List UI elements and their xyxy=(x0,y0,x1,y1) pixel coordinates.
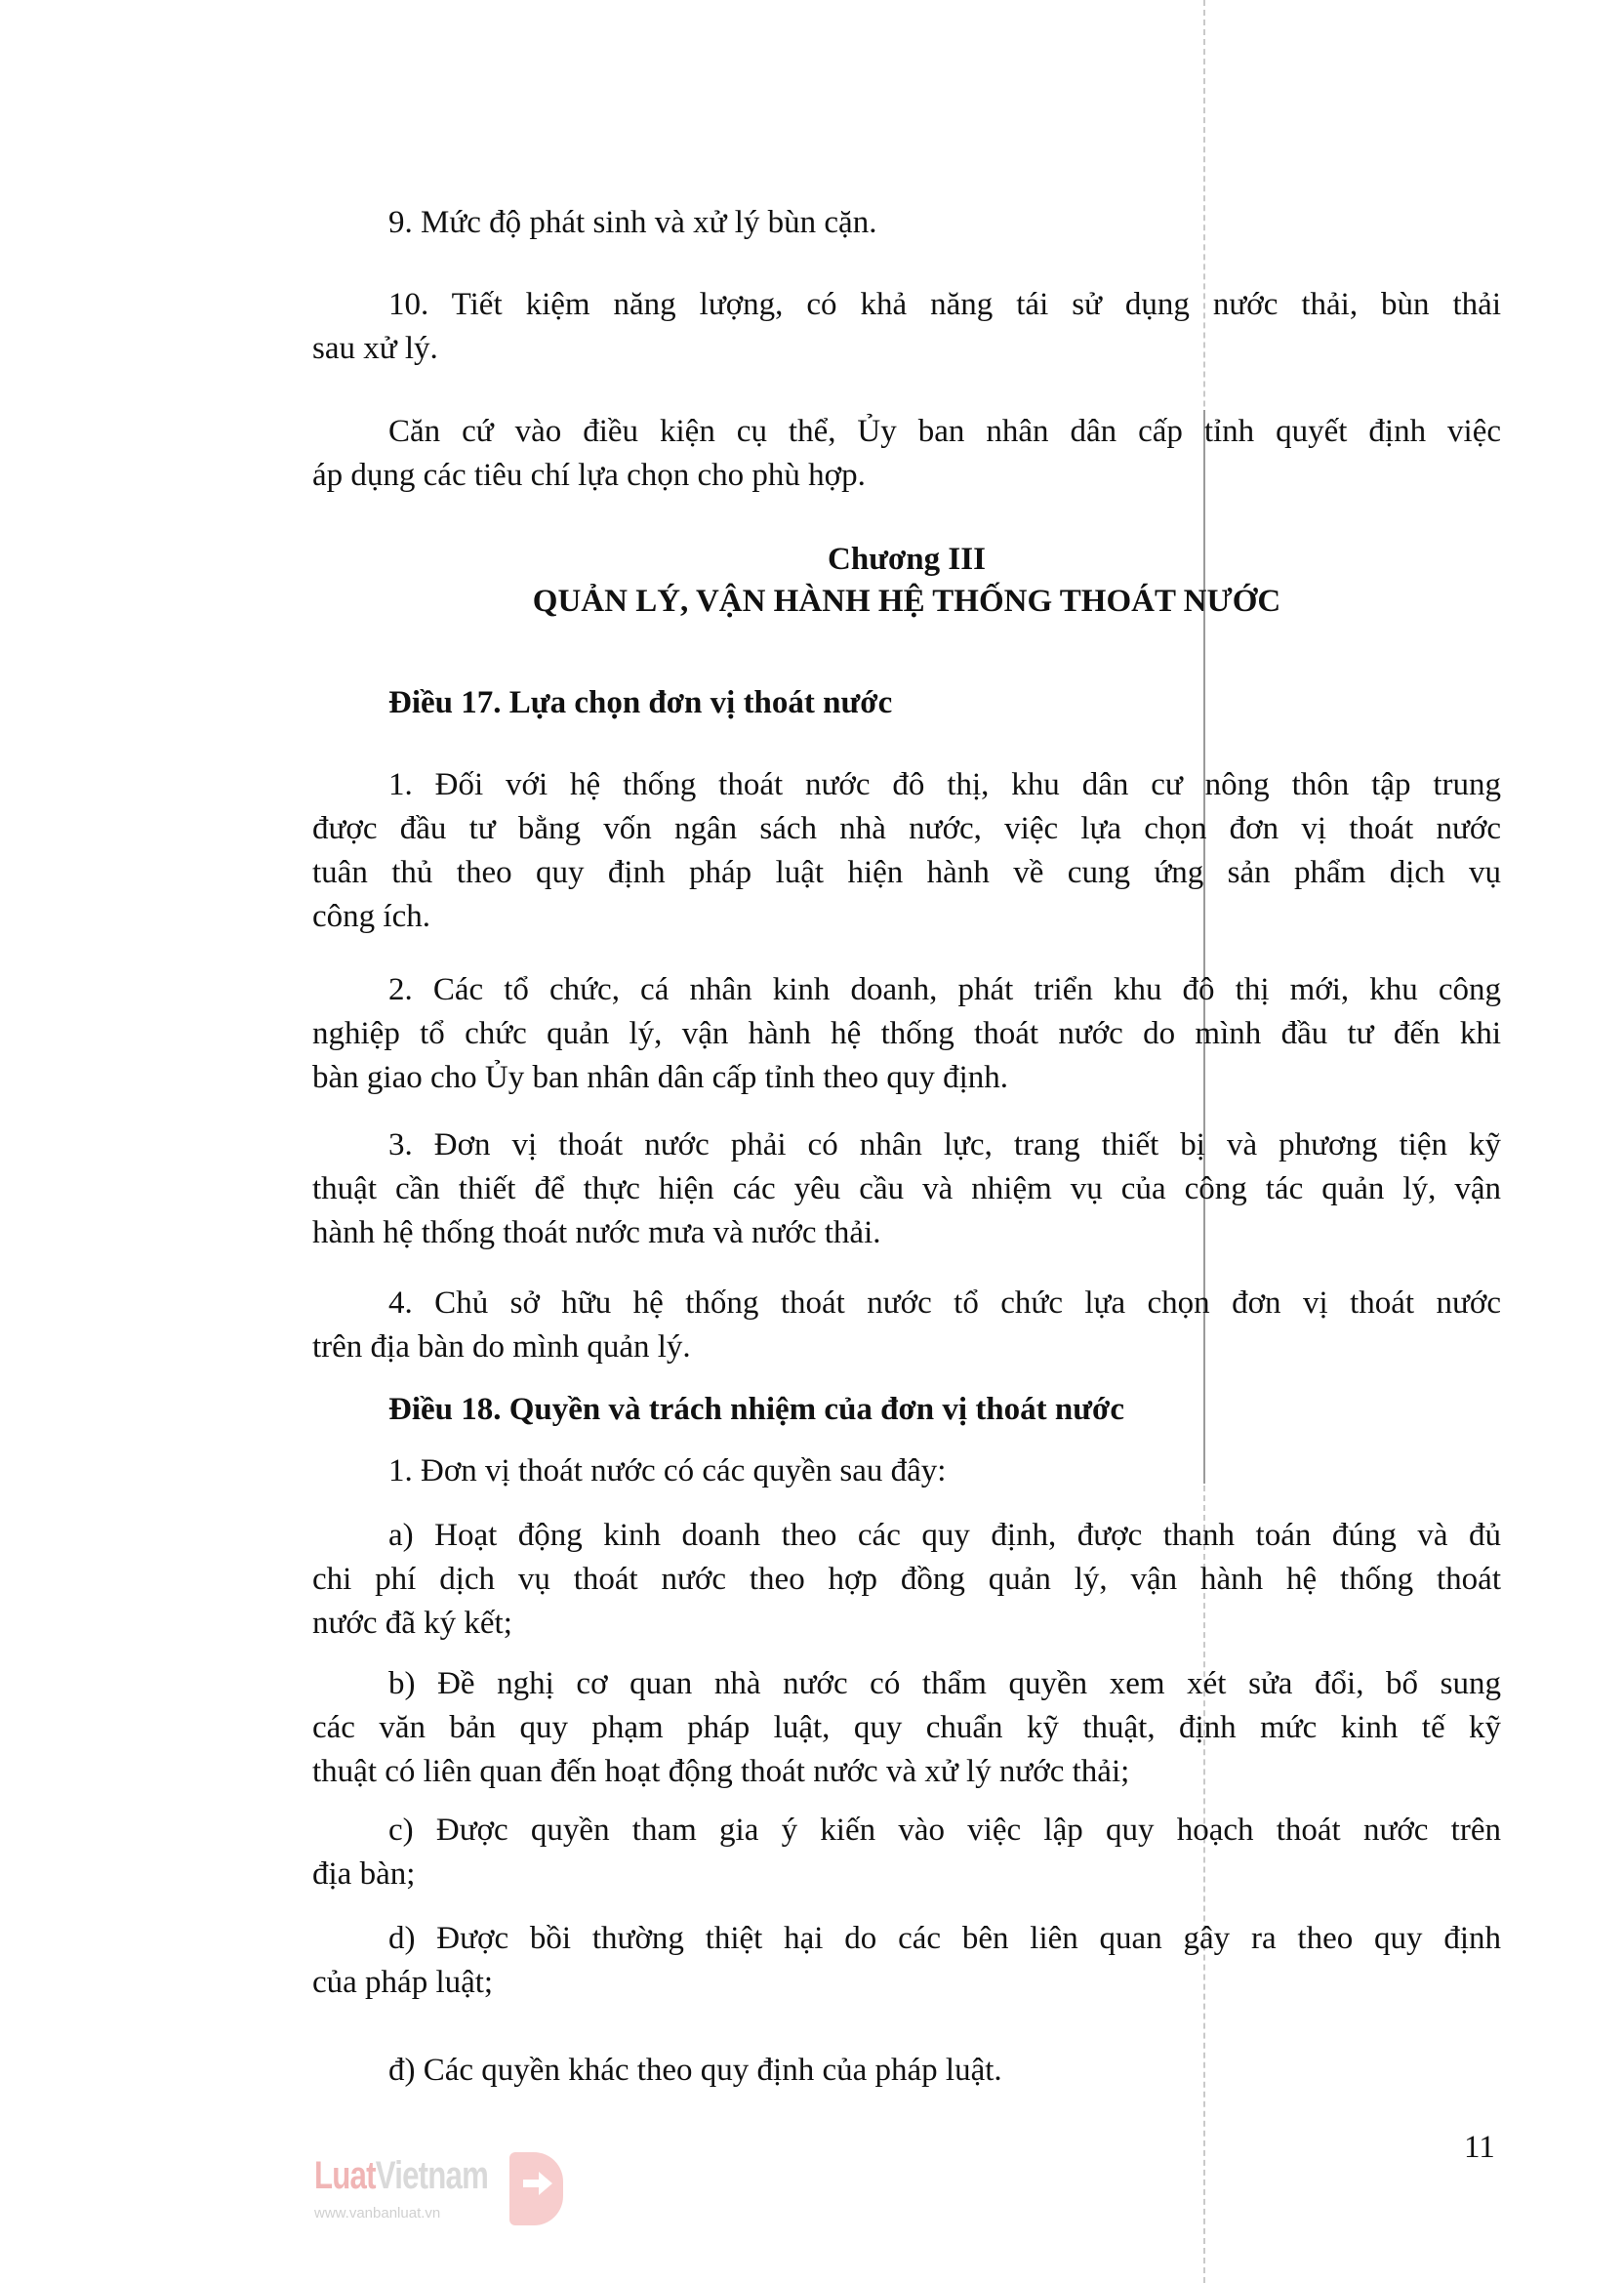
text-line: áp dụng các tiêu chí lựa chọn cho phù hợp. xyxy=(312,458,866,493)
text-line: tuân thủ theo quy định pháp luật hiện hành về cung ứng sản phẩm dịch vụ xyxy=(312,855,1501,890)
luatvietnam-watermark-logo xyxy=(314,2152,607,2240)
logo-text-suffix: Vietnam xyxy=(375,2154,489,2197)
text-line: 4. Chủ sở hữu hệ thống thoát nước tổ chức lựa chọn đơn vị thoát nước xyxy=(388,1285,1501,1321)
text-line: thuật có liên quan đến hoạt động thoát nước và xử lý nước thải; xyxy=(312,1754,1130,1789)
text-line: a) Hoạt động kinh doanh theo các quy định, được thanh toán đúng và đủ xyxy=(388,1518,1501,1553)
text-line: công ích. xyxy=(312,899,430,934)
text-line: c) Được quyền tham gia ý kiến vào việc lập quy hoạch thoát nước trên xyxy=(388,1813,1501,1848)
arrow-icon xyxy=(509,2152,563,2225)
text-line: 9. Mức độ phát sinh và xử lý bùn cặn. xyxy=(388,205,877,240)
text-line: Căn cứ vào điều kiện cụ thể, Ủy ban nhân dân cấp tỉnh quyết định việc xyxy=(388,414,1501,449)
text-line: Điều 18. Quyền và trách nhiệm của đơn vị thoát nước xyxy=(388,1392,1124,1427)
text-line: QUẢN LÝ, VẬN HÀNH HỆ THỐNG THOÁT NƯỚC xyxy=(532,584,1281,619)
text-line: hành hệ thống thoát nước mưa và nước thải. xyxy=(312,1215,881,1250)
text-line: được đầu tư bằng vốn ngân sách nhà nước, việc lựa chọn đơn vị thoát nước xyxy=(312,811,1501,846)
text-line: 2. Các tổ chức, cá nhân kinh doanh, phát triển khu đô thị mới, khu công xyxy=(388,972,1501,1007)
text-line: d) Được bồi thường thiệt hại do các bên liên quan gây ra theo quy định xyxy=(388,1921,1501,1956)
logo-text-prefix: Luat xyxy=(314,2154,376,2197)
text-line: nghiệp tổ chức quản lý, vận hành hệ thống thoát nước do mình đầu tư đến khi xyxy=(312,1016,1501,1051)
text-line: địa bàn; xyxy=(312,1856,416,1892)
logo-url: www.vanbanluat.vn xyxy=(314,2205,441,2222)
text-line: các văn bản quy phạm pháp luật, quy chuẩn kỹ thuật, định mức kinh tế kỹ xyxy=(312,1710,1501,1745)
text-line: 1. Đơn vị thoát nước có các quyền sau đây: xyxy=(388,1453,947,1488)
text-line: b) Đề nghị cơ quan nhà nước có thẩm quyền xem xét sửa đổi, bổ sung xyxy=(388,1666,1501,1701)
text-line: 3. Đơn vị thoát nước phải có nhân lực, trang thiết bị và phương tiện kỹ xyxy=(388,1127,1501,1162)
text-line: chi phí dịch vụ thoát nước theo hợp đồng quản lý, vận hành hệ thống thoát xyxy=(312,1562,1501,1597)
text-line: của pháp luật; xyxy=(312,1965,494,2000)
text-line: 1. Đối với hệ thống thoát nước đô thị, khu dân cư nông thôn tập trung xyxy=(388,767,1501,802)
text-line: sau xử lý. xyxy=(312,331,438,366)
text-line: nước đã ký kết; xyxy=(312,1606,512,1641)
text-line: Chương III xyxy=(828,542,986,577)
text-line: 10. Tiết kiệm năng lượng, có khả năng tái sử dụng nước thải, bùn thải xyxy=(388,287,1501,322)
text-line: bàn giao cho Ủy ban nhân dân cấp tỉnh theo quy định. xyxy=(312,1060,1008,1095)
text-line: thuật cần thiết để thực hiện các yêu cầu và nhiệm vụ của công tác quản lý, vận xyxy=(312,1171,1501,1206)
page-number: 11 xyxy=(1464,2130,1495,2165)
text-line: đ) Các quyền khác theo quy định của pháp luật. xyxy=(388,2053,1002,2088)
text-line: Điều 17. Lựa chọn đơn vị thoát nước xyxy=(388,685,893,720)
text-line: trên địa bàn do mình quản lý. xyxy=(312,1329,691,1365)
